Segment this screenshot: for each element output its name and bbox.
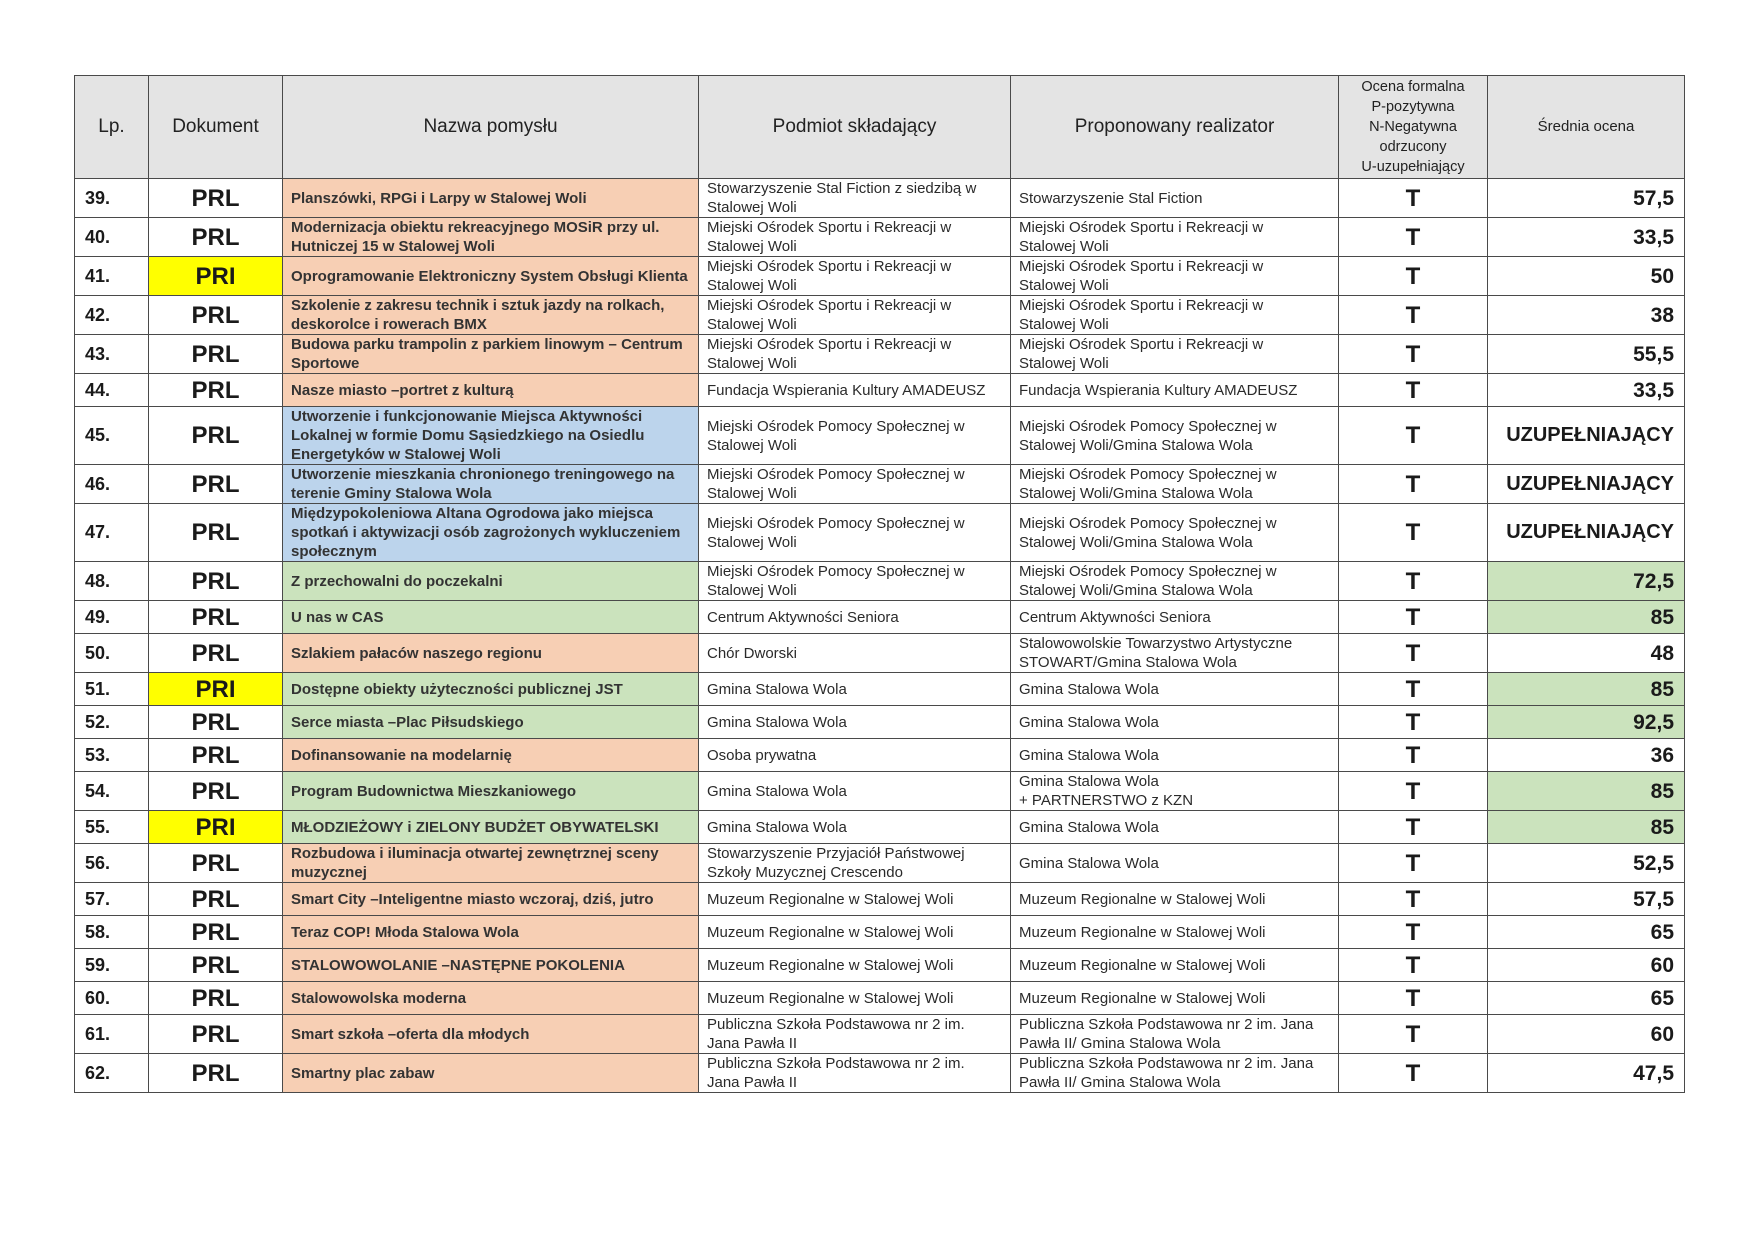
row-number: 62. bbox=[75, 1054, 149, 1093]
submitter-line: Jana Pawła II bbox=[707, 1035, 798, 1052]
submitter-line: Gmina Stalowa Wola bbox=[707, 713, 847, 731]
submitter-line: Muzeum Regionalne w Stalowej Woli bbox=[707, 890, 954, 908]
realizer bbox=[1011, 504, 1339, 562]
realizer bbox=[1011, 374, 1339, 407]
document-type: PRL bbox=[149, 772, 283, 811]
document-type: PRL bbox=[149, 1054, 283, 1093]
row-number: 48. bbox=[75, 562, 149, 601]
submitter-line: Stalowej Woli bbox=[707, 277, 797, 294]
table-row bbox=[75, 706, 1685, 739]
submitter-line: Jana Pawła II bbox=[707, 1074, 798, 1091]
idea-name: STALOWOWOLANIE –NASTĘPNE POKOLENIA bbox=[283, 949, 699, 982]
row-number: 59. bbox=[75, 949, 149, 982]
formal-evaluation: T bbox=[1339, 772, 1488, 811]
row-number: 39. bbox=[75, 179, 149, 218]
submitter-line: Publiczna Szkoła Podstawowa nr 2 im. bbox=[707, 1016, 965, 1033]
submitter-line: Stalowej Woli bbox=[707, 238, 797, 255]
realizer bbox=[1011, 706, 1339, 739]
realizer bbox=[1011, 335, 1339, 374]
realizer bbox=[1011, 218, 1339, 257]
realizer-line: Gmina Stalowa Wola bbox=[1019, 854, 1159, 872]
idea-name: Stalowowolska moderna bbox=[283, 982, 699, 1015]
realizer-line: Gmina Stalowa Wola bbox=[1019, 680, 1159, 698]
table-row bbox=[75, 772, 1685, 811]
realizer-line: Centrum Aktywności Seniora bbox=[1019, 608, 1211, 626]
realizer bbox=[1011, 673, 1339, 706]
document-type: PRL bbox=[149, 465, 283, 504]
average-score: 52,5 bbox=[1488, 844, 1685, 883]
submitter bbox=[699, 1054, 1011, 1093]
row-number: 43. bbox=[75, 335, 149, 374]
formal-evaluation: T bbox=[1339, 883, 1488, 916]
average-score: 85 bbox=[1488, 673, 1685, 706]
idea-name: Dostępne obiekty użyteczności publicznej JST bbox=[283, 673, 699, 706]
formal-evaluation: T bbox=[1339, 916, 1488, 949]
realizer-line: Miejski Ośrodek Sportu i Rekreacji w bbox=[1019, 297, 1264, 314]
realizer-line: Gmina Stalowa Wola bbox=[1019, 746, 1159, 764]
submitter bbox=[699, 949, 1011, 982]
table-body bbox=[75, 179, 1685, 1093]
average-score: 38 bbox=[1488, 296, 1685, 335]
realizer bbox=[1011, 1015, 1339, 1054]
header-lp: Lp. bbox=[75, 76, 149, 179]
realizer bbox=[1011, 916, 1339, 949]
submitter-line: Muzeum Regionalne w Stalowej Woli bbox=[707, 956, 954, 974]
submitter-line: Centrum Aktywności Seniora bbox=[707, 608, 899, 626]
header-submitter: Podmiot składający bbox=[699, 76, 1011, 179]
realizer-line: Miejski Ośrodek Pomocy Społecznej w bbox=[1019, 466, 1277, 483]
realizer-line: Stalowej Woli/Gmina Stalowa Wola bbox=[1019, 436, 1253, 454]
header-evaluation-line: N-Negatywna bbox=[1369, 119, 1457, 135]
row-number: 44. bbox=[75, 374, 149, 407]
formal-evaluation: T bbox=[1339, 844, 1488, 883]
realizer bbox=[1011, 811, 1339, 844]
idea-name: Budowa parku trampolin z parkiem linowym – Centrum Sportowe bbox=[283, 335, 699, 374]
header-score: Średnia ocena bbox=[1488, 76, 1685, 179]
realizer bbox=[1011, 844, 1339, 883]
realizer-line: Stowarzyszenie Stal Fiction bbox=[1019, 189, 1203, 207]
submitter-line: Stalowej Woli bbox=[707, 355, 797, 372]
row-number: 49. bbox=[75, 601, 149, 634]
average-score: 85 bbox=[1488, 811, 1685, 844]
idea-name: Program Budownictwa Mieszkaniowego bbox=[283, 772, 699, 811]
submitter bbox=[699, 883, 1011, 916]
submitter-line: Stalowej Woli bbox=[707, 582, 797, 599]
average-score: 85 bbox=[1488, 601, 1685, 634]
realizer-line: Muzeum Regionalne w Stalowej Woli bbox=[1019, 923, 1266, 941]
document-type: PRL bbox=[149, 844, 283, 883]
realizer bbox=[1011, 257, 1339, 296]
average-score: 57,5 bbox=[1488, 179, 1685, 218]
realizer bbox=[1011, 179, 1339, 218]
row-number: 55. bbox=[75, 811, 149, 844]
average-score: 50 bbox=[1488, 257, 1685, 296]
table-row bbox=[75, 883, 1685, 916]
row-number: 50. bbox=[75, 634, 149, 673]
ideas-table bbox=[74, 75, 1685, 1093]
table-row bbox=[75, 949, 1685, 982]
submitter-line: Stalowej Woli bbox=[707, 199, 797, 216]
submitter-line: Muzeum Regionalne w Stalowej Woli bbox=[707, 989, 954, 1007]
table-row bbox=[75, 1054, 1685, 1093]
average-score: 55,5 bbox=[1488, 335, 1685, 374]
idea-name: Oprogramowanie Elektroniczny System Obsługi Klienta bbox=[283, 257, 699, 296]
formal-evaluation: T bbox=[1339, 982, 1488, 1015]
row-number: 52. bbox=[75, 706, 149, 739]
realizer-line: Miejski Ośrodek Pomocy Społecznej w bbox=[1019, 417, 1277, 435]
formal-evaluation: T bbox=[1339, 739, 1488, 772]
submitter-line: Miejski Ośrodek Pomocy Społecznej w bbox=[707, 563, 965, 580]
submitter bbox=[699, 504, 1011, 562]
row-number: 41. bbox=[75, 257, 149, 296]
submitter-line: Miejski Ośrodek Sportu i Rekreacji w bbox=[707, 258, 952, 275]
idea-name: Utworzenie mieszkania chronionego treningowego na terenie Gminy Stalowa Wola bbox=[283, 465, 699, 504]
table-row bbox=[75, 1015, 1685, 1054]
idea-name: Planszówki, RPGi i Larpy w Stalowej Woli bbox=[283, 179, 699, 218]
row-number: 53. bbox=[75, 739, 149, 772]
document-type: PRL bbox=[149, 982, 283, 1015]
formal-evaluation: T bbox=[1339, 562, 1488, 601]
average-score: UZUPEŁNIAJĄCY bbox=[1488, 504, 1685, 562]
header-evaluation-line: P-pozytywna bbox=[1371, 99, 1455, 115]
submitter-line: Miejski Ośrodek Sportu i Rekreacji w bbox=[707, 297, 952, 314]
table-row bbox=[75, 844, 1685, 883]
idea-name: Międzypokoleniowa Altana Ogrodowa jako miejsca spotkań i aktywizacji osób zagrożonych wykluczeniem społecznym bbox=[283, 504, 699, 562]
formal-evaluation: T bbox=[1339, 601, 1488, 634]
table-row bbox=[75, 562, 1685, 601]
table-row bbox=[75, 982, 1685, 1015]
submitter-line: Gmina Stalowa Wola bbox=[707, 782, 847, 800]
row-number: 58. bbox=[75, 916, 149, 949]
submitter bbox=[699, 706, 1011, 739]
idea-name: U nas w CAS bbox=[283, 601, 699, 634]
realizer-line: Publiczna Szkoła Podstawowa nr 2 im. Jana bbox=[1019, 1016, 1314, 1033]
submitter-line: Stalowej Woli bbox=[707, 316, 797, 333]
realizer-line: Muzeum Regionalne w Stalowej Woli bbox=[1019, 989, 1266, 1007]
average-score: UZUPEŁNIAJĄCY bbox=[1488, 465, 1685, 504]
submitter-line: Miejski Ośrodek Pomocy Społecznej w bbox=[707, 514, 965, 532]
idea-name: Nasze miasto –portret z kulturą bbox=[283, 374, 699, 407]
submitter-line: Muzeum Regionalne w Stalowej Woli bbox=[707, 923, 954, 941]
document-type: PRL bbox=[149, 1015, 283, 1054]
realizer-line: Stalowej Woli/Gmina Stalowa Wola bbox=[1019, 582, 1253, 599]
idea-name: Z przechowalni do poczekalni bbox=[283, 562, 699, 601]
average-score: 57,5 bbox=[1488, 883, 1685, 916]
header-row bbox=[75, 76, 1685, 179]
idea-name: Modernizacja obiektu rekreacyjnego MOSiR przy ul. Hutniczej 15 w Stalowej Woli bbox=[283, 218, 699, 257]
table-row bbox=[75, 374, 1685, 407]
idea-name: Dofinansowanie na modelarnię bbox=[283, 739, 699, 772]
row-number: 46. bbox=[75, 465, 149, 504]
idea-name: Utworzenie i funkcjonowanie Miejsca Aktywności Lokalnej w formie Domu Sąsiedzkiego na Osiedlu Energetyków w Stalowej Woli bbox=[283, 407, 699, 465]
formal-evaluation: T bbox=[1339, 1054, 1488, 1093]
idea-name: Szlakiem pałaców naszego regionu bbox=[283, 634, 699, 673]
row-number: 61. bbox=[75, 1015, 149, 1054]
formal-evaluation: T bbox=[1339, 673, 1488, 706]
realizer-line: Stalowej Woli bbox=[1019, 277, 1109, 294]
document-type: PRL bbox=[149, 374, 283, 407]
header-document: Dokument bbox=[149, 76, 283, 179]
realizer-line: Miejski Ośrodek Sportu i Rekreacji w bbox=[1019, 336, 1264, 353]
average-score: UZUPEŁNIAJĄCY bbox=[1488, 407, 1685, 465]
average-score: 47,5 bbox=[1488, 1054, 1685, 1093]
submitter bbox=[699, 844, 1011, 883]
header-name: Nazwa pomysłu bbox=[283, 76, 699, 179]
document-page bbox=[74, 75, 1684, 1093]
submitter-line: Stalowej Woli bbox=[707, 436, 797, 454]
document-type: PRL bbox=[149, 883, 283, 916]
table-row bbox=[75, 811, 1685, 844]
idea-name: MŁODZIEŻOWY i ZIELONY BUDŻET OBYWATELSKI bbox=[283, 811, 699, 844]
submitter bbox=[699, 916, 1011, 949]
submitter bbox=[699, 634, 1011, 673]
realizer-line: Miejski Ośrodek Pomocy Społecznej w bbox=[1019, 514, 1277, 532]
average-score: 60 bbox=[1488, 1015, 1685, 1054]
document-type: PRL bbox=[149, 706, 283, 739]
document-type: PRL bbox=[149, 739, 283, 772]
idea-name: Serce miasta –Plac Piłsudskiego bbox=[283, 706, 699, 739]
realizer bbox=[1011, 1054, 1339, 1093]
average-score: 65 bbox=[1488, 916, 1685, 949]
submitter-line: Stowarzyszenie Stal Fiction z siedzibą w bbox=[707, 180, 977, 197]
document-type: PRL bbox=[149, 634, 283, 673]
realizer-line: Pawła II/ Gmina Stalowa Wola bbox=[1019, 1074, 1221, 1091]
idea-name: Smart szkoła –oferta dla młodych bbox=[283, 1015, 699, 1054]
average-score: 33,5 bbox=[1488, 218, 1685, 257]
realizer-line: Gmina Stalowa Wola bbox=[1019, 773, 1159, 790]
submitter-line: Publiczna Szkoła Podstawowa nr 2 im. bbox=[707, 1055, 965, 1072]
realizer bbox=[1011, 407, 1339, 465]
submitter bbox=[699, 335, 1011, 374]
submitter bbox=[699, 673, 1011, 706]
document-type: PRI bbox=[149, 673, 283, 706]
table-row bbox=[75, 916, 1685, 949]
submitter bbox=[699, 739, 1011, 772]
realizer-line: Stalowej Woli/Gmina Stalowa Wola bbox=[1019, 485, 1253, 502]
realizer-line: Muzeum Regionalne w Stalowej Woli bbox=[1019, 956, 1266, 974]
formal-evaluation: T bbox=[1339, 374, 1488, 407]
submitter-line: Fundacja Wspierania Kultury AMADEUSZ bbox=[707, 381, 986, 399]
realizer-line: Stalowowolskie Towarzystwo Artystyczne bbox=[1019, 635, 1293, 652]
table-row bbox=[75, 739, 1685, 772]
realizer bbox=[1011, 982, 1339, 1015]
realizer bbox=[1011, 296, 1339, 335]
row-number: 56. bbox=[75, 844, 149, 883]
submitter-line: Szkoły Muzycznej Crescendo bbox=[707, 864, 903, 881]
document-type: PRL bbox=[149, 218, 283, 257]
average-score: 92,5 bbox=[1488, 706, 1685, 739]
formal-evaluation: T bbox=[1339, 335, 1488, 374]
row-number: 47. bbox=[75, 504, 149, 562]
submitter-line: Stowarzyszenie Przyjaciół Państwowej bbox=[707, 845, 965, 862]
average-score: 60 bbox=[1488, 949, 1685, 982]
table-row bbox=[75, 296, 1685, 335]
document-type: PRI bbox=[149, 811, 283, 844]
realizer bbox=[1011, 949, 1339, 982]
formal-evaluation: T bbox=[1339, 811, 1488, 844]
document-type: PRL bbox=[149, 296, 283, 335]
document-type: PRL bbox=[149, 562, 283, 601]
idea-name: Rozbudowa i iluminacja otwartej zewnętrznej sceny muzycznej bbox=[283, 844, 699, 883]
table-row bbox=[75, 634, 1685, 673]
realizer-line: Stalowej Woli/Gmina Stalowa Wola bbox=[1019, 533, 1253, 551]
submitter-line: Stalowej Woli bbox=[707, 485, 797, 502]
realizer-line: Miejski Ośrodek Sportu i Rekreacji w bbox=[1019, 219, 1264, 236]
average-score: 36 bbox=[1488, 739, 1685, 772]
formal-evaluation: T bbox=[1339, 504, 1488, 562]
row-number: 51. bbox=[75, 673, 149, 706]
idea-name: Smartny plac zabaw bbox=[283, 1054, 699, 1093]
table-row bbox=[75, 504, 1685, 562]
realizer-line: Gmina Stalowa Wola bbox=[1019, 818, 1159, 836]
document-type: PRL bbox=[149, 949, 283, 982]
formal-evaluation: T bbox=[1339, 949, 1488, 982]
table-row bbox=[75, 407, 1685, 465]
submitter-line: Gmina Stalowa Wola bbox=[707, 818, 847, 836]
header-evaluation-line: U-uzupełniający bbox=[1361, 159, 1465, 175]
formal-evaluation: T bbox=[1339, 296, 1488, 335]
formal-evaluation: T bbox=[1339, 407, 1488, 465]
realizer-line: Muzeum Regionalne w Stalowej Woli bbox=[1019, 890, 1266, 908]
realizer bbox=[1011, 772, 1339, 811]
table-row bbox=[75, 257, 1685, 296]
header-evaluation-line: Ocena formalna bbox=[1361, 79, 1465, 95]
realizer-line: STOWART/Gmina Stalowa Wola bbox=[1019, 654, 1237, 671]
submitter bbox=[699, 562, 1011, 601]
realizer-line: Stalowej Woli bbox=[1019, 355, 1109, 372]
realizer-line: Fundacja Wspierania Kultury AMADEUSZ bbox=[1019, 381, 1298, 399]
formal-evaluation: T bbox=[1339, 257, 1488, 296]
row-number: 45. bbox=[75, 407, 149, 465]
document-type: PRL bbox=[149, 601, 283, 634]
row-number: 40. bbox=[75, 218, 149, 257]
formal-evaluation: T bbox=[1339, 465, 1488, 504]
submitter-line: Osoba prywatna bbox=[707, 746, 817, 764]
submitter bbox=[699, 407, 1011, 465]
document-type: PRI bbox=[149, 257, 283, 296]
idea-name: Smart City –Inteligentne miasto wczoraj, dziś, jutro bbox=[283, 883, 699, 916]
average-score: 33,5 bbox=[1488, 374, 1685, 407]
realizer-line: Pawła II/ Gmina Stalowa Wola bbox=[1019, 1035, 1221, 1052]
realizer-line: + PARTNERSTWO z KZN bbox=[1019, 792, 1194, 809]
table-row bbox=[75, 335, 1685, 374]
formal-evaluation: T bbox=[1339, 218, 1488, 257]
formal-evaluation: T bbox=[1339, 706, 1488, 739]
submitter bbox=[699, 218, 1011, 257]
realizer-line: Stalowej Woli bbox=[1019, 316, 1109, 333]
row-number: 57. bbox=[75, 883, 149, 916]
realizer-line: Miejski Ośrodek Pomocy Społecznej w bbox=[1019, 563, 1277, 580]
realizer bbox=[1011, 883, 1339, 916]
submitter bbox=[699, 257, 1011, 296]
realizer bbox=[1011, 739, 1339, 772]
formal-evaluation: T bbox=[1339, 179, 1488, 218]
row-number: 60. bbox=[75, 982, 149, 1015]
document-type: PRL bbox=[149, 179, 283, 218]
average-score: 85 bbox=[1488, 772, 1685, 811]
submitter-line: Stalowej Woli bbox=[707, 533, 797, 551]
submitter bbox=[699, 1015, 1011, 1054]
document-type: PRL bbox=[149, 916, 283, 949]
realizer bbox=[1011, 465, 1339, 504]
table-row bbox=[75, 179, 1685, 218]
header-realizer: Proponowany realizator bbox=[1011, 76, 1339, 179]
realizer-line: Publiczna Szkoła Podstawowa nr 2 im. Jana bbox=[1019, 1055, 1314, 1072]
submitter bbox=[699, 982, 1011, 1015]
average-score: 65 bbox=[1488, 982, 1685, 1015]
submitter-line: Miejski Ośrodek Pomocy Społecznej w bbox=[707, 466, 965, 483]
table-row bbox=[75, 601, 1685, 634]
formal-evaluation: T bbox=[1339, 634, 1488, 673]
submitter bbox=[699, 465, 1011, 504]
table-row bbox=[75, 465, 1685, 504]
realizer-line: Stalowej Woli bbox=[1019, 238, 1109, 255]
submitter bbox=[699, 601, 1011, 634]
submitter-line: Miejski Ośrodek Pomocy Społecznej w bbox=[707, 417, 965, 435]
document-type: PRL bbox=[149, 335, 283, 374]
realizer bbox=[1011, 562, 1339, 601]
row-number: 54. bbox=[75, 772, 149, 811]
table-row bbox=[75, 218, 1685, 257]
row-number: 42. bbox=[75, 296, 149, 335]
document-type: PRL bbox=[149, 407, 283, 465]
submitter-line: Miejski Ośrodek Sportu i Rekreacji w bbox=[707, 219, 952, 236]
realizer bbox=[1011, 601, 1339, 634]
submitter bbox=[699, 374, 1011, 407]
average-score: 72,5 bbox=[1488, 562, 1685, 601]
realizer bbox=[1011, 634, 1339, 673]
submitter bbox=[699, 179, 1011, 218]
document-type: PRL bbox=[149, 504, 283, 562]
submitter bbox=[699, 811, 1011, 844]
submitter bbox=[699, 772, 1011, 811]
realizer-line: Gmina Stalowa Wola bbox=[1019, 713, 1159, 731]
table-row bbox=[75, 673, 1685, 706]
average-score: 48 bbox=[1488, 634, 1685, 673]
submitter-line: Chór Dworski bbox=[707, 644, 798, 662]
realizer-line: Miejski Ośrodek Sportu i Rekreacji w bbox=[1019, 258, 1264, 275]
idea-name: Szkolenie z zakresu technik i sztuk jazdy na rolkach, deskorolce i rowerach BMX bbox=[283, 296, 699, 335]
idea-name: Teraz COP! Młoda Stalowa Wola bbox=[283, 916, 699, 949]
header-evaluation-line: odrzucony bbox=[1379, 139, 1447, 155]
submitter-line: Miejski Ośrodek Sportu i Rekreacji w bbox=[707, 336, 952, 353]
submitter bbox=[699, 296, 1011, 335]
formal-evaluation: T bbox=[1339, 1015, 1488, 1054]
submitter-line: Gmina Stalowa Wola bbox=[707, 680, 847, 698]
header-evaluation bbox=[1339, 76, 1488, 179]
